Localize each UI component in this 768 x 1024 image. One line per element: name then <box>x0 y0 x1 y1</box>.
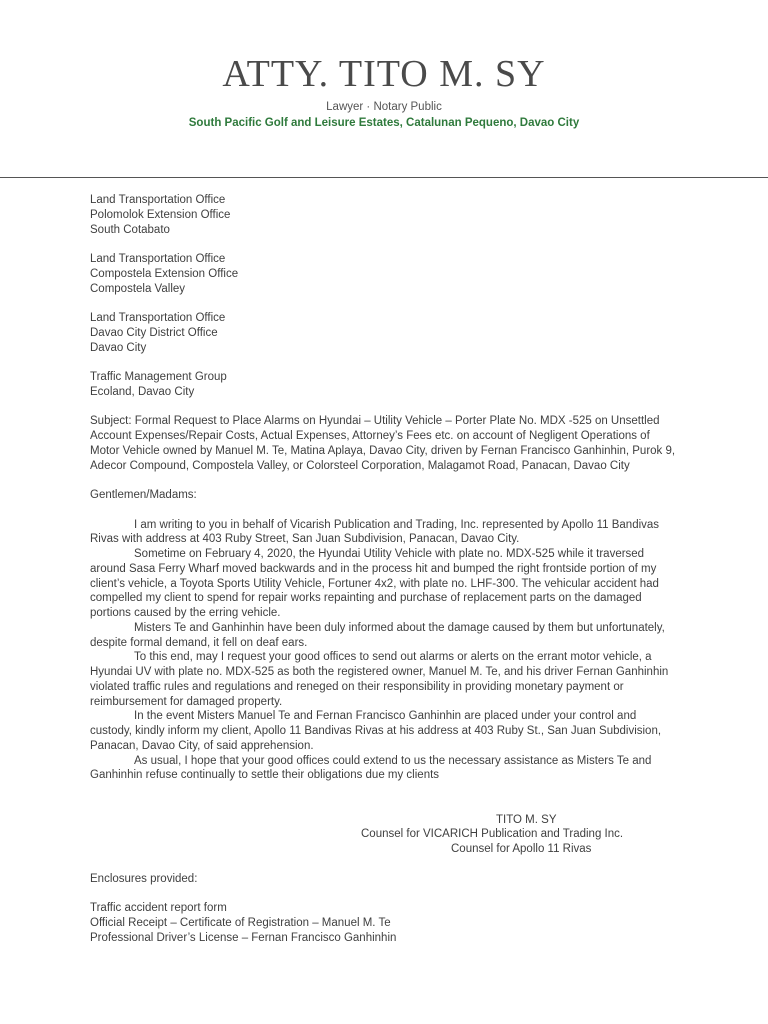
recipient-line: Land Transportation Office <box>90 312 226 324</box>
recipient-line: Compostela Valley <box>90 282 186 295</box>
signature-line: Counsel for Apollo 11 Rivas <box>451 843 592 855</box>
enclosure-item: Official Receipt – Certificate of Registration – Manuel M. Te <box>90 916 391 929</box>
recipient-line: Davao City District Office <box>90 326 218 339</box>
body-paragraph: I am writing to you in behalf of Vicarish Publication and Trading, Inc. represented by Apollo 11 Bandivas Rivas with address at 403 Ruby Street, San Juan Subdivision, Panacan, Davao City. <box>90 518 660 546</box>
salutation: Gentlemen/Madams: <box>90 489 197 501</box>
subject-line: Subject: Formal Request to Place Alarms on Hyundai – Utility Vehicle – Porter Plate No. MDX -525 on Unsettled Account Expenses/Repair Costs, Actual Expenses, Attorney’s Fees etc. on account of Negligent Operations of Motor Vehicle owned by Manuel M. Te, Matina Aplaya, Davao City, driven by Fernan Francisco Ganhinhin, Purok 9, Adecor Compound, Compostela Valley, or Colorsteel Corporation, Malagamot Road, Panacan, Davao City <box>90 415 676 472</box>
letterhead-divider <box>0 177 768 178</box>
recipient-block <box>90 252 680 296</box>
recipient-block <box>90 370 680 400</box>
enclosure-item: Professional Driver’s License – Fernan Francisco Ganhinhin <box>90 931 397 944</box>
body-paragraph: In the event Misters Manuel Te and Fernan Francisco Ganhinhin are placed under your control and custody, kindly inform my client, Apollo 11 Bandivas Rivas at his address at 403 Ruby St., San Juan Subdivision, Panacan, Davao City, of said apprehension. <box>90 710 662 752</box>
signature-block <box>90 813 680 857</box>
recipient-line: Land Transportation Office <box>90 194 226 206</box>
signature-name: TITO M. SY <box>496 813 557 826</box>
body-paragraph: To this end, may I request your good offices to send out alarms or alerts on the errant motor vehicle, a Hyundai UV with plate no. MDX-525 as both the registered owner, Manuel M. Te, and his driver Fernan Ganhinhin violated traffic rules and regulations and reneged on their responsibility in providing monetary payment or reimbursement for damaged property. <box>90 651 669 708</box>
signature-line: Counsel for VICARICH Publication and Trading Inc. <box>361 828 624 841</box>
recipient-line: Ecoland, Davao City <box>90 385 195 398</box>
enclosures-heading: Enclosures provided: <box>90 872 198 885</box>
body-paragraph: As usual, I hope that your good offices could extend to us the necessary assistance as Misters Te and Ganhinhin refuse continually to settle their obligations due my clients <box>90 754 652 782</box>
recipient-line: Land Transportation Office <box>90 253 226 265</box>
recipient-line: Compostela Extension Office <box>90 267 239 280</box>
body-paragraph: Misters Te and Ganhinhin have been duly informed about the damage caused by them but unfortunately, despite formal demand, it fell on deaf ears. <box>90 621 665 649</box>
recipient-block <box>90 311 680 355</box>
letterhead <box>0 52 768 130</box>
attorney-name: ATTY. TITO M. SY <box>222 53 546 95</box>
recipient-line: South Cotabato <box>90 223 170 236</box>
attorney-address: South Pacific Golf and Leisure Estates, Catalunan Pequeno, Davao City <box>188 117 580 129</box>
recipient-block <box>90 193 680 237</box>
enclosures-list <box>90 901 680 945</box>
attorney-role: Lawyer · Notary Public <box>326 101 442 113</box>
recipient-line: Davao City <box>90 341 147 354</box>
recipient-line: Traffic Management Group <box>90 371 227 383</box>
letter-body <box>90 193 680 945</box>
enclosure-item: Traffic accident report form <box>90 902 227 914</box>
recipient-line: Polomolok Extension Office <box>90 208 231 221</box>
body-paragraph: Sometime on February 4, 2020, the Hyundai Utility Vehicle with plate no. MDX-525 while it traversed around Sasa Ferry Wharf moved backwards and in the process hit and bumped the right frontside portion of my client’s vehicle, a Toyota Sports Utility Vehicle, Fortuner 4x2, with plate no. LHF-300. The vehicular accident had compelled my client to spend for repair works repainting and purchase of replacement parts on the damaged portions caused by the erring vehicle. <box>90 548 659 619</box>
